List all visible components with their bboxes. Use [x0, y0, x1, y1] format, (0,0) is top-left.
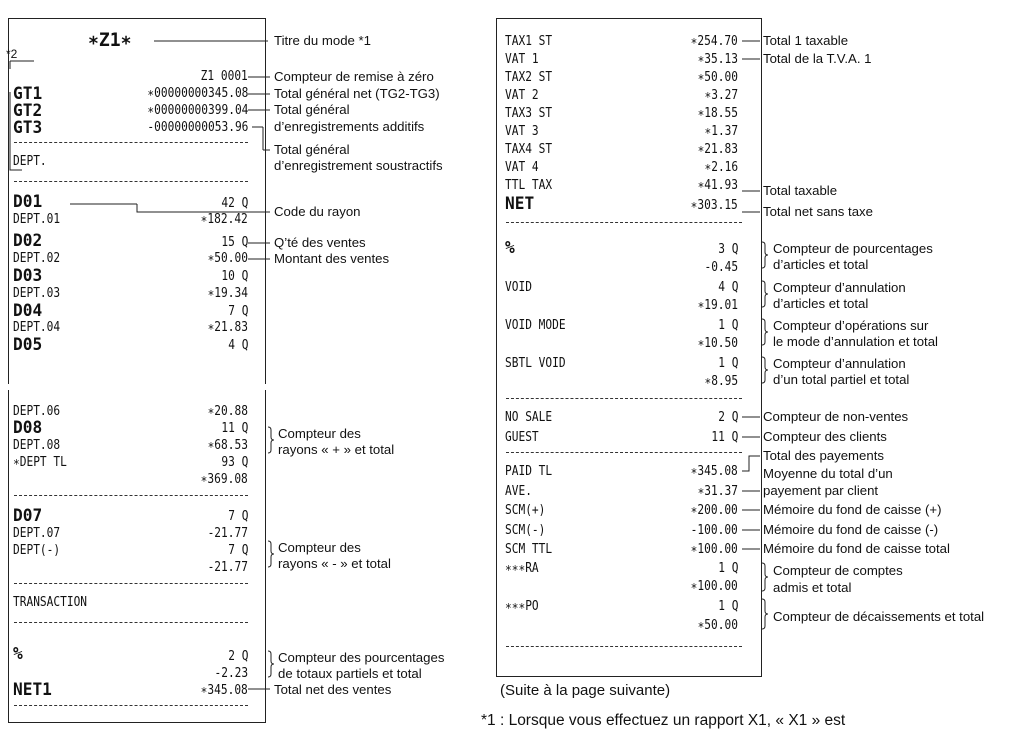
- tax4-subtotal-amount: ∗21.83: [697, 142, 738, 157]
- tax4-subtotal-label: TAX4 ST: [505, 142, 553, 157]
- paid-out-qty: 1 Q: [717, 599, 738, 614]
- dept-code-d04: D04: [13, 301, 43, 321]
- z-counter: Z1 0001: [200, 69, 248, 84]
- annotation-item-pct-line1: Compteur de pourcentages: [773, 241, 933, 256]
- annotation-plus-depts-line2: rayons « + » et total: [278, 442, 395, 457]
- dept-total-amount: ∗369.08: [200, 472, 248, 487]
- void-label: VOID: [505, 280, 532, 295]
- annotation-gt2-line2: d’enregistrements additifs: [274, 119, 425, 134]
- dept-minus-label: DEPT(-): [13, 543, 61, 558]
- dept02-label: DEPT.02: [13, 251, 61, 266]
- annotation-average-line1: Moyenne du total d’un: [763, 466, 893, 481]
- tax3-subtotal-label: TAX3 ST: [505, 106, 553, 121]
- guest-label: GUEST: [505, 430, 539, 445]
- annotation-ra-line2: admis et total: [773, 580, 852, 595]
- subtotal-void-qty: 1 Q: [717, 356, 738, 371]
- guest-qty: 11 Q: [711, 430, 738, 445]
- gt1-value: ∗00000000345.08: [147, 86, 248, 101]
- dept-minus-qty: 7 Q: [227, 543, 248, 558]
- scm-minus-label: SCM(-): [505, 523, 546, 538]
- void-mode-amount: ∗10.50: [697, 336, 738, 351]
- d04-qty: 7 Q: [227, 304, 248, 319]
- tax2-subtotal-amount: ∗50.00: [697, 70, 738, 85]
- net1-label: NET1: [13, 680, 52, 700]
- scm-total-label: SCM TTL: [505, 542, 553, 557]
- dept07-amount: -21.77: [207, 526, 248, 541]
- vat1-amount: ∗35.13: [697, 52, 738, 67]
- annotation-void-line1: Compteur d’annulation: [773, 280, 906, 295]
- void-qty: 4 Q: [717, 280, 738, 295]
- d01-qty: 42 Q: [221, 196, 248, 211]
- d07-qty: 7 Q: [227, 509, 248, 524]
- dept-code-d05: D05: [13, 335, 43, 355]
- annotation-reset-counter: Compteur de remise à zéro: [274, 69, 434, 84]
- d02-qty: 15 Q: [221, 235, 248, 250]
- dept06-label: DEPT.06: [13, 404, 61, 419]
- vat3-label: VAT 3: [505, 124, 539, 139]
- paid-total-amount: ∗345.08: [690, 464, 738, 479]
- received-on-account-qty: 1 Q: [717, 561, 738, 576]
- divider: [14, 495, 248, 496]
- gt1-label: GT1: [13, 84, 43, 104]
- transaction-header: TRANSACTION: [13, 595, 88, 610]
- subtotal-void-amount: ∗8.95: [704, 374, 738, 389]
- annotation-scm-total: Mémoire du fond de caisse total: [763, 541, 950, 556]
- continued-note: (Suite à la page suivante): [500, 682, 671, 699]
- subtotal-percent-amount: -2.23: [214, 666, 248, 681]
- divider: [14, 181, 248, 182]
- annotation-ra-line1: Compteur de comptes: [773, 563, 903, 578]
- subtotal-void-label: SBTL VOID: [505, 356, 566, 371]
- annotation-void-mode-line2: le mode d’annulation et total: [773, 334, 938, 349]
- dept-code-d07: D07: [13, 506, 43, 526]
- subtotal-percent-label: %: [13, 644, 23, 664]
- tax1-subtotal-label: TAX1 ST: [505, 34, 553, 49]
- annotation-subtotal-void-line2: d’un total partiel et total: [773, 372, 910, 387]
- dept03-amount: ∗19.34: [207, 286, 248, 301]
- mode-title: ∗Z1∗: [88, 29, 132, 51]
- dept06-amount: ∗20.88: [207, 404, 248, 419]
- tax2-subtotal-label: TAX2 ST: [505, 70, 553, 85]
- dept-code-d01: D01: [13, 192, 43, 212]
- item-percent-label: %: [505, 238, 515, 258]
- total-tax-label: TTL TAX: [505, 178, 553, 193]
- scm-total-amount: ∗100.00: [690, 542, 738, 557]
- annotation-taxable-total: Total taxable: [763, 183, 838, 198]
- net-amount: ∗303.15: [690, 198, 738, 213]
- dept01-label: DEPT.01: [13, 212, 61, 227]
- gt2-value: ∗00000000399.04: [147, 103, 248, 118]
- paid-total-label: PAID TL: [505, 464, 553, 479]
- annotation-scm-minus: Mémoire du fond de caisse (-): [763, 522, 939, 537]
- dept04-amount: ∗21.83: [207, 320, 248, 335]
- void-mode-label: VOID MODE: [505, 318, 566, 333]
- annotation-guest: Compteur des clients: [763, 429, 887, 444]
- no-sale-label: NO SALE: [505, 410, 553, 425]
- vat3-amount: ∗1.37: [704, 124, 738, 139]
- item-percent-qty: 3 Q: [717, 242, 738, 257]
- divider: [14, 622, 248, 623]
- gt3-label: GT3: [13, 118, 43, 138]
- dept01-amount: ∗182.42: [200, 212, 248, 227]
- annotation-void-line2: d’articles et total: [773, 296, 869, 311]
- divider: [506, 646, 742, 647]
- received-on-account-amount: ∗100.00: [690, 579, 738, 594]
- annotation-minus-depts-line1: Compteur des: [278, 540, 361, 555]
- total-tax-amount: ∗41.93: [697, 178, 738, 193]
- annotation-void-mode-line1: Compteur d’opérations sur: [773, 318, 929, 333]
- scm-plus-amount: ∗200.00: [690, 503, 738, 518]
- annotation-sales-qty: Q’té des ventes: [274, 235, 366, 250]
- paid-out-amount: ∗50.00: [697, 618, 738, 633]
- annotation-sales-amount: Montant des ventes: [274, 251, 390, 266]
- annotation-paid-out: Compteur de décaissements et total: [773, 609, 985, 624]
- vat4-amount: ∗2.16: [704, 160, 738, 175]
- d08-qty: 11 Q: [221, 421, 248, 436]
- annotation-gt3-line2: d’enregistrement soustractifs: [274, 158, 443, 173]
- annotation-taxable1: Total 1 taxable: [763, 33, 849, 48]
- divider: [14, 142, 248, 143]
- annotation-mode-title: Titre du mode *1: [274, 33, 371, 48]
- dept-total-label: ∗DEPT TL: [13, 455, 67, 470]
- annotation-scm-plus: Mémoire du fond de caisse (+): [763, 502, 942, 517]
- subtotal-percent-qty: 2 Q: [227, 649, 248, 664]
- d05-qty: 4 Q: [227, 338, 248, 353]
- received-on-account-label: ∗∗∗RA: [505, 561, 539, 576]
- annotation-gt2-line1: Total général: [274, 102, 350, 117]
- scm-minus-amount: -100.00: [690, 523, 738, 538]
- no-sale-qty: 2 Q: [717, 410, 738, 425]
- annotation-subtotal-pct-line2: de totaux partiels et total: [278, 666, 422, 681]
- dept07-label: DEPT.07: [13, 526, 61, 541]
- void-mode-qty: 1 Q: [717, 318, 738, 333]
- annotation-subtotal-void-line1: Compteur d’annulation: [773, 356, 906, 371]
- dept04-label: DEPT.04: [13, 320, 61, 335]
- annotation-average-line2: payement par client: [763, 483, 879, 498]
- divider: [506, 452, 742, 453]
- paid-out-label: ∗∗∗PO: [505, 599, 539, 614]
- note-mark-2: *2: [6, 47, 18, 61]
- dept02-amount: ∗50.00: [207, 251, 248, 266]
- vat2-amount: ∗3.27: [704, 88, 738, 103]
- void-amount: ∗19.01: [697, 298, 738, 313]
- annotation-minus-depts-line2: rayons « - » et total: [278, 556, 391, 571]
- dept-total-qty: 93 Q: [221, 455, 248, 470]
- annotation-item-pct-line2: d’articles et total: [773, 257, 869, 272]
- item-percent-amount: -0.45: [704, 260, 738, 275]
- dept08-amount: ∗68.53: [207, 438, 248, 453]
- divider: [14, 583, 248, 584]
- gt2-label: GT2: [13, 101, 43, 121]
- tax1-subtotal-amount: ∗254.70: [690, 34, 738, 49]
- vat4-label: VAT 4: [505, 160, 539, 175]
- gt3-value: -00000000053.96: [147, 120, 248, 135]
- dept-code-d03: D03: [13, 266, 43, 286]
- vat2-label: VAT 2: [505, 88, 539, 103]
- divider: [506, 398, 742, 399]
- divider: [506, 222, 742, 223]
- net1-amount: ∗345.08: [200, 683, 248, 698]
- dept08-label: DEPT.08: [13, 438, 61, 453]
- dept03-label: DEPT.03: [13, 286, 61, 301]
- annotation-net-grand-total: Total général net (TG2-TG3): [274, 86, 440, 101]
- annotation-subtotal-pct-line1: Compteur des pourcentages: [278, 650, 445, 665]
- annotation-net-sales: Total net des ventes: [274, 682, 392, 697]
- net-label: NET: [505, 194, 535, 214]
- average-label: AVE.: [505, 484, 532, 499]
- annotation-gt3-line1: Total général: [274, 142, 350, 157]
- annotation-vat1: Total de la T.V.A. 1: [763, 51, 872, 66]
- annotation-dept-code: Code du rayon: [274, 204, 361, 219]
- d03-qty: 10 Q: [221, 269, 248, 284]
- divider: [14, 705, 248, 706]
- dept-minus-amount: -21.77: [207, 560, 248, 575]
- footnote-1: *1 : Lorsque vous effectuez un rapport X1, « X1 » est: [481, 712, 846, 729]
- annotation-no-sale: Compteur de non-ventes: [763, 409, 909, 424]
- annotation-plus-depts-line1: Compteur des: [278, 426, 361, 441]
- dept-code-d02: D02: [13, 231, 43, 251]
- dept-header: DEPT.: [13, 154, 47, 169]
- annotation-net-no-tax: Total net sans taxe: [763, 204, 873, 219]
- tax3-subtotal-amount: ∗18.55: [697, 106, 738, 121]
- scm-plus-label: SCM(+): [505, 503, 546, 518]
- dept-code-d08: D08: [13, 418, 43, 438]
- annotation-payments-total: Total des payements: [763, 448, 884, 463]
- average-amount: ∗31.37: [697, 484, 738, 499]
- vat1-label: VAT 1: [505, 52, 539, 67]
